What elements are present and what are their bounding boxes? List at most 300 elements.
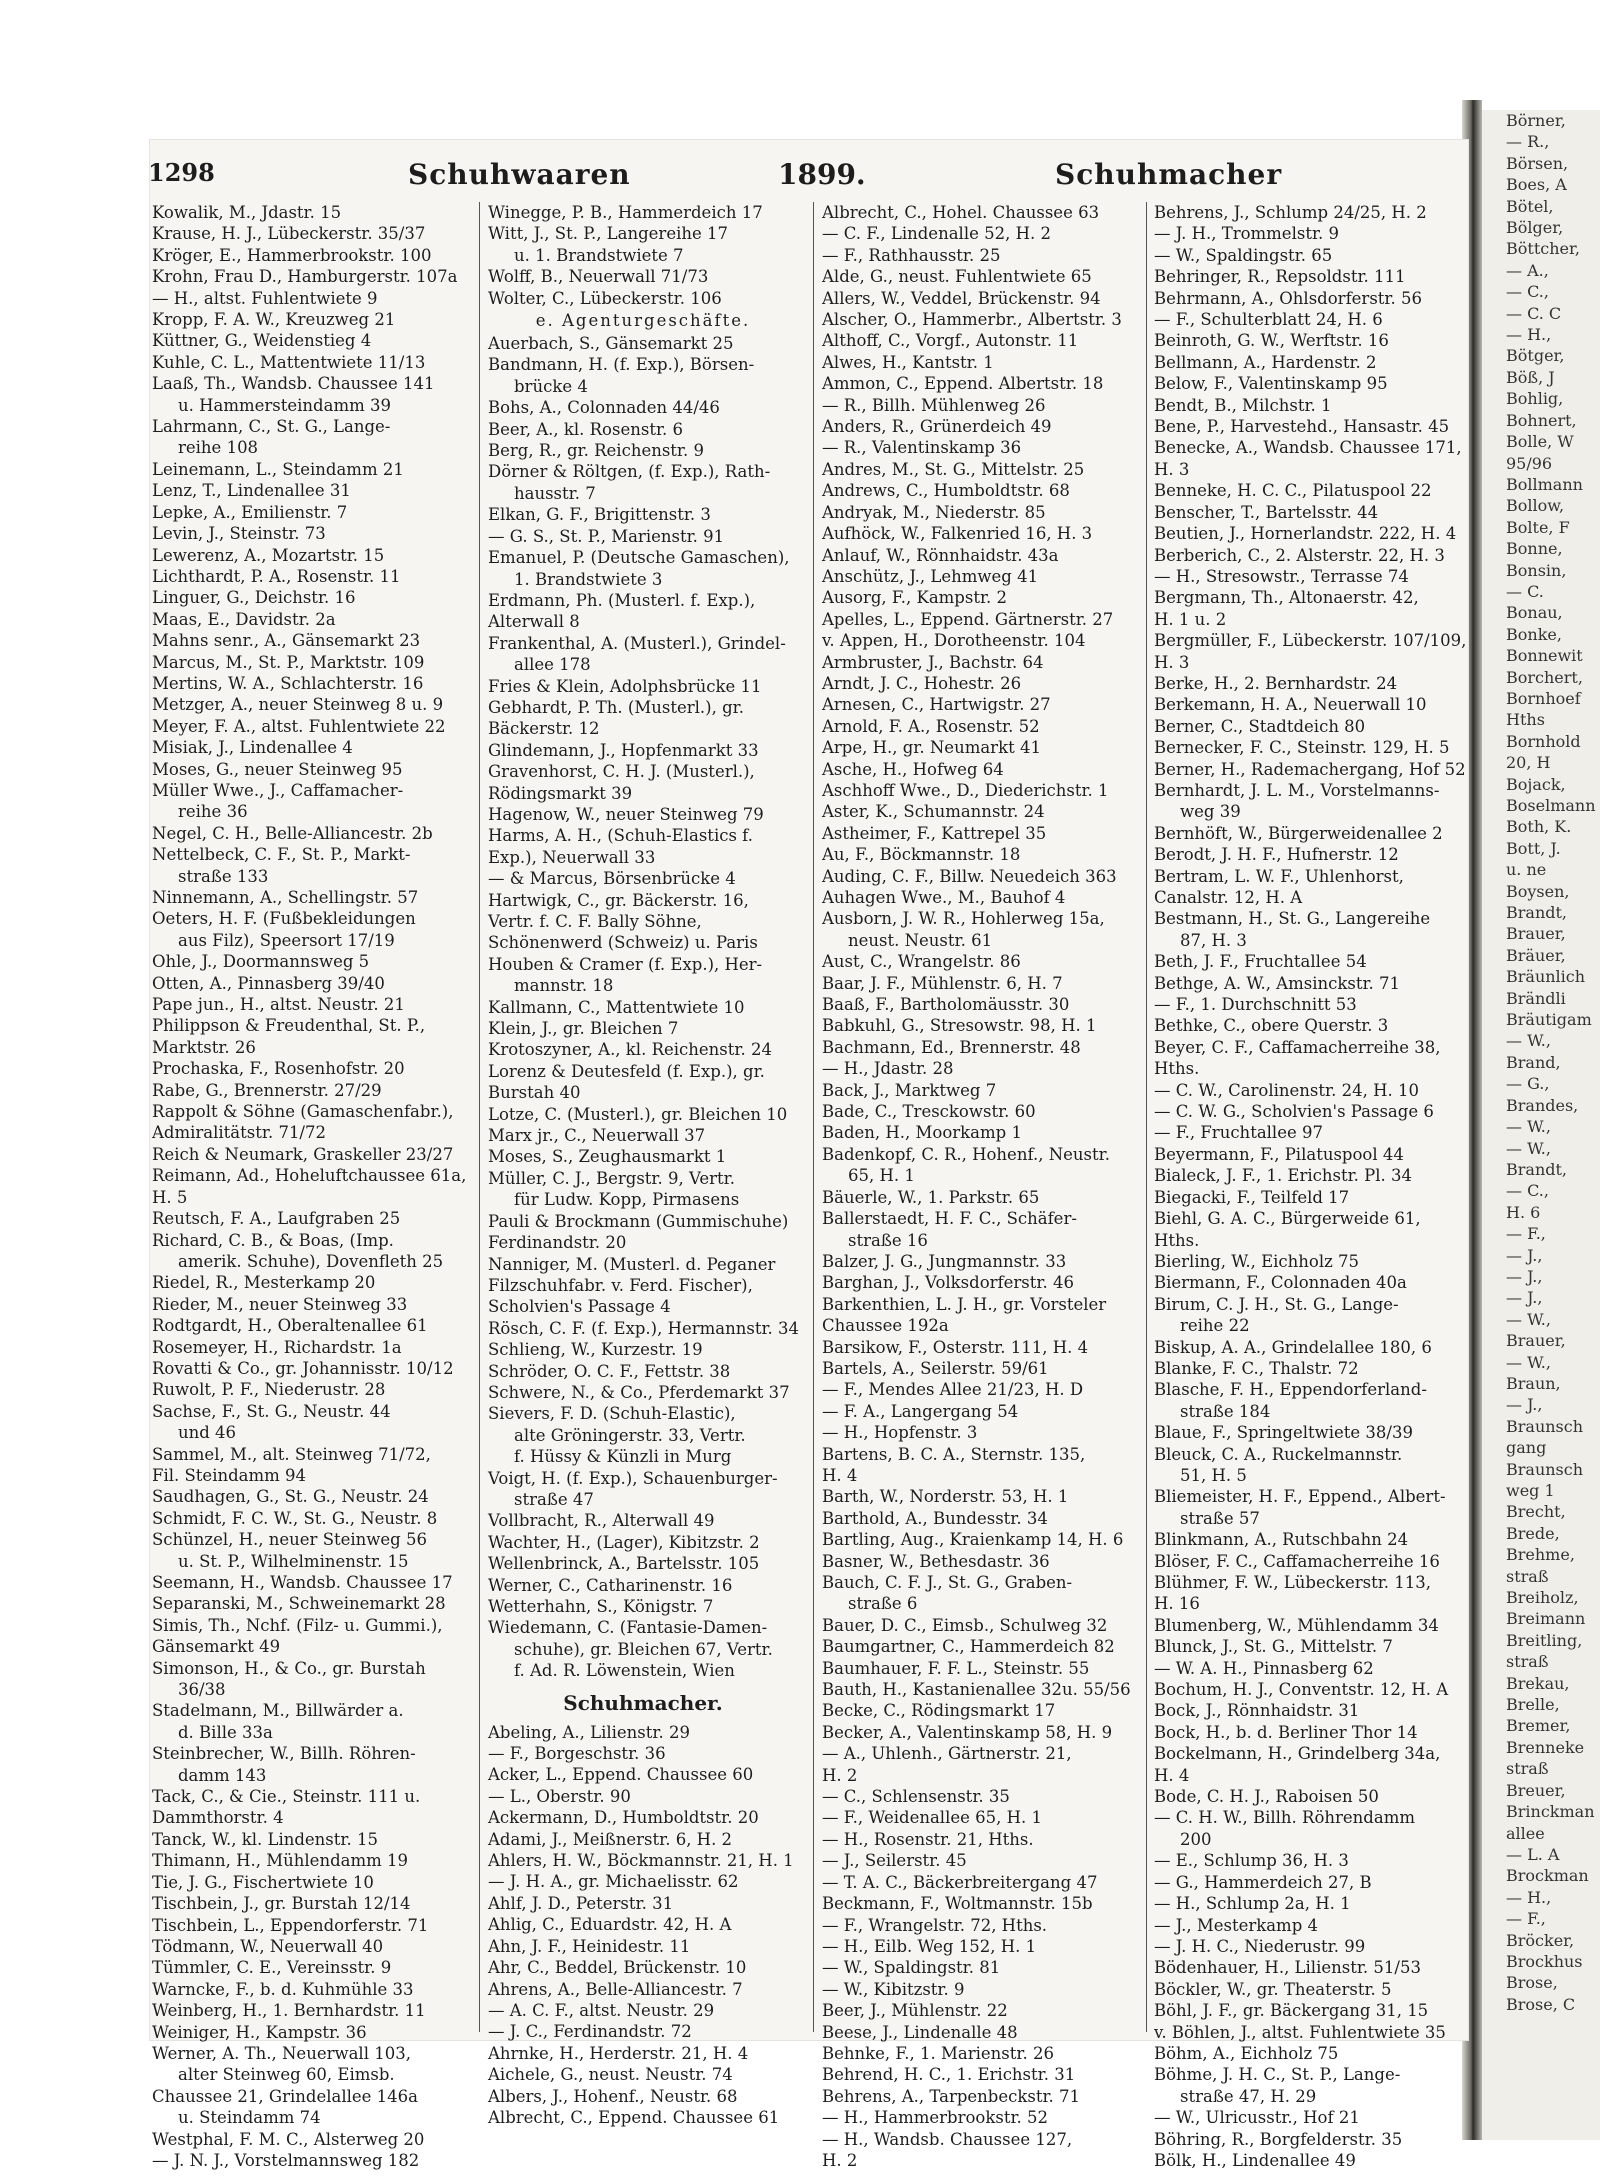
adjacent-page-line: gang [1506,1438,1547,1458]
directory-entry-continuation: weg 39 [1180,802,1241,822]
directory-entry: Chaussee 192a [822,1316,949,1336]
adjacent-page-line: Bölger, [1506,218,1564,238]
adjacent-page-line: Brecht, [1506,1502,1566,1522]
directory-entry: Gänsemarkt 49 [152,1637,281,1657]
directory-entry: Böhme, J. H. C., St. P., Lange- [1154,2065,1401,2085]
adjacent-page-line: — W., [1506,1117,1551,1137]
adjacent-page-line: — G., [1506,1074,1550,1094]
directory-entry: Berkemann, H. A., Neuerwall 10 [1154,695,1427,715]
directory-entry: — W., Kibitzstr. 9 [822,1979,965,1999]
directory-entry-continuation: hausstr. 7 [514,483,596,503]
adjacent-page-line: 20, H [1506,753,1551,773]
directory-entry: Oeters, H. F. (Fußbekleidungen [152,909,416,929]
directory-entry: Laaß, Th., Wandsb. Chaussee 141 [152,374,435,394]
directory-entry: Andrews, C., Humboldtstr. 68 [822,481,1070,501]
adjacent-page-line: Brehme, [1506,1545,1575,1565]
directory-entry: v. Appen, H., Dorotheenstr. 104 [822,631,1086,651]
directory-entry-continuation: straße 47, H. 29 [1180,2086,1317,2106]
directory-entry: Lotze, C. (Musterl.), gr. Bleichen 10 [488,1104,788,1124]
directory-entry: Böhring, R., Borgfelderstr. 35 [1154,2129,1403,2149]
adjacent-page-line: Bornhold [1506,731,1581,751]
directory-entry: Barthold, A., Bundesstr. 34 [822,1508,1048,1528]
directory-entry: — T. A. C., Bäckerbreitergang 47 [822,1872,1098,1892]
directory-entry: Rabe, G., Brennerstr. 27/29 [152,1080,382,1100]
directory-entry: Scholvien's Passage 4 [488,1297,671,1317]
directory-entry: Althoff, C., Vorgf., Autonstr. 11 [822,331,1079,351]
directory-entry: Bergmann, Th., Altonaerstr. 42, [1154,588,1419,608]
directory-entry: Asche, H., Hofweg 64 [822,759,1004,779]
directory-entry-continuation: 51, H. 5 [1180,1465,1247,1485]
directory-entry: Mahns senr., A., Gänsemarkt 23 [152,631,421,651]
directory-entry: Berke, H., 2. Bernhardstr. 24 [1154,673,1398,693]
directory-entry: — H., Rosenstr. 21, Hths. [822,1829,1034,1849]
directory-entry-continuation: 65, H. 1 [848,1166,915,1186]
directory-entry: Beyer, C. F., Caffamacherreihe 38, [1154,1037,1441,1057]
adjacent-page-line: Boysen, [1506,881,1570,901]
directory-entry: Exp.), Neuerwall 33 [488,847,656,867]
adjacent-page-line: Brändli [1506,988,1566,1008]
running-year: 1899. [778,158,866,191]
directory-entry-continuation: reihe 36 [178,802,248,822]
directory-entry: — C. W. G., Scholvien's Passage 6 [1154,1102,1434,1122]
adjacent-page-line: Bolte, F [1506,517,1570,537]
directory-entry: Behringer, R., Repsoldstr. 111 [1154,267,1406,287]
directory-entry: Filzschuhfabr. v. Ferd. Fischer), [488,1275,753,1295]
directory-entry: Bernhöft, W., Bürgerweidenallee 2 [1154,823,1443,843]
directory-entry: Biegacki, F., Teilfeld 17 [1154,1187,1350,1207]
directory-entry: Arnesen, C., Hartwigstr. 27 [822,695,1051,715]
directory-entry: Below, F., Valentinskamp 95 [1154,374,1388,394]
directory-entry: Auding, C. F., Billw. Neuedeich 363 [822,866,1117,886]
directory-entry: Marktstr. 26 [152,1037,256,1057]
directory-entry: Böckler, W., gr. Theaterstr. 5 [1154,1979,1392,1999]
directory-entry: Bialeck, J. F., 1. Erichstr. Pl. 34 [1154,1166,1413,1186]
directory-entry: Weinberg, H., 1. Bernhardstr. 11 [152,2001,426,2021]
directory-entry: Auhagen Wwe., M., Bauhof 4 [822,888,1066,907]
directory-entry-continuation: u. St. P., Wilhelminenstr. 15 [178,1551,409,1571]
directory-entry-continuation: u. Hammersteindamm 39 [178,395,391,415]
directory-entry: Saudhagen, G., St. G., Neustr. 24 [152,1487,429,1507]
directory-entry: — F., Wrangelstr. 72, Hths. [822,1915,1048,1935]
adjacent-page-line: — A., [1506,260,1549,280]
directory-entry: H. 2 [822,2150,858,2170]
directory-entry-continuation: und 46 [178,1423,237,1443]
adjacent-page-line: — W., [1506,1352,1551,1372]
directory-entry: Richard, C. B., & Boas, (Imp. [152,1230,394,1250]
directory-entry: Schlieng, W., Kurzestr. 19 [488,1340,703,1360]
directory-entry: Anlauf, W., Rönnhaidstr. 43a [822,545,1059,565]
directory-entry: Ahrnke, H., Herderstr. 21, H. 4 [488,2043,749,2063]
adjacent-page-line: Bötger, [1506,346,1565,366]
directory-entry: — R., Valentinskamp 36 [822,438,1022,458]
directory-entry: Wolff, B., Neuerwall 71/73 [488,267,709,287]
adjacent-page-line: — C. C [1506,303,1562,323]
directory-entry: Kropp, F. A. W., Kreuzweg 21 [152,310,396,330]
directory-entry-continuation: alter Steinweg 60, Eimsb. [178,2065,395,2085]
adjacent-page-line: Bott, J. [1506,838,1561,858]
directory-entry: Biskup, A. A., Grindelallee 180, 6 [1154,1337,1432,1357]
directory-entry: — J., Mesterkamp 4 [1154,1915,1319,1935]
directory-entry: Glindemann, J., Hopfenmarkt 33 [488,740,759,760]
adjacent-page-line: Borchert, [1506,667,1583,687]
directory-entry: Ahlers, H. W., Böckmannstr. 21, H. 1 [488,1851,794,1871]
directory-entry: Lewerenz, A., Mozartstr. 15 [152,545,385,565]
directory-entry: Baumhauer, F. F. L., Steinstr. 55 [822,1658,1090,1678]
adjacent-page-line: — W., [1506,1309,1551,1329]
directory-entry: Gebhardt, P. Th. (Musterl.), gr. [488,697,744,717]
adjacent-page-line: Bonsin, [1506,560,1567,580]
directory-entry: Basner, W., Bethesdastr. 36 [822,1551,1050,1571]
directory-entry: Fil. Steindamm 94 [152,1465,307,1485]
directory-entry: Birum, C. J. H., St. G., Lange- [1154,1294,1399,1314]
directory-entry: Bernecker, F. C., Steinstr. 129, H. 5 [1154,738,1450,758]
directory-entry: Elkan, G. F., Brigittenstr. 3 [488,505,711,525]
directory-entry: Benscher, T., Bartelsstr. 44 [1154,502,1379,522]
directory-entry: Becke, C., Rödingsmarkt 17 [822,1701,1056,1721]
adjacent-page-line: Brose, C [1506,1994,1576,2014]
directory-entry: — F. A., Langergang 54 [822,1401,1019,1421]
directory-column-4 [1154,202,1467,2170]
page-number: 1298 [148,158,215,187]
directory-entry: Vertr. f. C. F. Bally Söhne, [488,912,702,931]
directory-entry: Alwes, H., Kantstr. 1 [822,352,994,372]
directory-entry: Aster, K., Schumannstr. 24 [822,802,1045,822]
directory-entry: H. 1 u. 2 [1154,609,1227,629]
directory-entry: Negel, C. H., Belle-Alliancestr. 2b [152,823,433,843]
directory-entry: Nanniger, M. (Musterl. d. Peganer [488,1254,776,1274]
directory-entry-continuation: straße 133 [178,866,269,886]
directory-entry: Bäuerle, W., 1. Parkstr. 65 [822,1187,1040,1207]
directory-entry: Winegge, P. B., Hammerdeich 17 [488,203,763,222]
adjacent-page-line: Böß, J [1506,367,1555,387]
directory-entry: Blunck, J., St. G., Mittelstr. 7 [1154,1637,1393,1657]
directory-entry: Marx jr., C., Neuerwall 37 [488,1126,706,1146]
directory-entry: Nettelbeck, C. F., St. P., Markt- [152,845,411,865]
adjacent-page-line: 95/96 [1506,453,1553,473]
adjacent-page-line: — J., [1506,1395,1543,1415]
directory-entry: Tischbein, J., gr. Burstah 12/14 [152,1894,411,1914]
directory-entry: Rösch, C. F. (f. Exp.), Hermannstr. 34 [488,1318,800,1338]
adjacent-page-line: Brede, [1506,1523,1560,1543]
directory-entry: Hagenow, W., neuer Steinweg 79 [488,804,764,824]
directory-entry: Bartels, A., Seilerstr. 59/61 [822,1358,1049,1378]
directory-entry: Bäckerstr. 12 [488,719,600,739]
running-title-left: Schuhwaaren [408,158,631,191]
directory-entry: Separanski, M., Schweinemarkt 28 [152,1594,446,1614]
directory-entry: Krotoszyner, A., kl. Reichenstr. 24 [488,1040,772,1060]
adjacent-page-line: Brandt, [1506,903,1568,923]
directory-column-2 [488,202,800,2127]
directory-entry: Admiralitätstr. 71/72 [152,1123,326,1143]
directory-entry: Canalstr. 12, H. A [1154,888,1303,907]
directory-entry: Ausorg, F., Kampstr. 2 [822,588,1008,608]
directory-entry: Küttner, G., Weidenstieg 4 [152,331,372,351]
directory-entry: Arndt, J. C., Hohestr. 26 [822,673,1022,693]
directory-entry: Witt, J., St. P., Langereihe 17 [488,224,728,244]
directory-entry: Babkuhl, G., Stresowstr. 98, H. 1 [822,1016,1097,1036]
directory-entry: — L., Oberstr. 90 [488,1786,631,1806]
directory-entry: Schwere, N., & Co., Pferdemarkt 37 [488,1382,790,1402]
directory-entry: Aust, C., Wrangelstr. 86 [822,952,1021,972]
directory-entry: Dammthorstr. 4 [152,1808,284,1828]
adjacent-page-line: Bonnewit [1506,646,1583,666]
directory-entry: Armbruster, J., Bachstr. 64 [822,652,1044,672]
directory-entry: Böhl, J. F., gr. Bäckergang 31, 15 [1154,2001,1429,2021]
directory-entry: Bade, C., Tresckowstr. 60 [822,1102,1036,1122]
directory-entry: Meyer, F. A., altst. Fuhlentwiete 22 [152,716,446,736]
directory-entry: Bernhardt, J. L. M., Vorstelmanns- [1154,780,1440,800]
adjacent-page-line: u. ne [1506,860,1547,880]
directory-entry: Berg, R., gr. Reichenstr. 9 [488,441,704,461]
directory-entry: — J. N. J., Vorstelmannsweg 182 [152,2150,420,2170]
directory-entry-continuation: u. 1. Brandstwiete 7 [514,245,684,265]
directory-entry: Baden, H., Moorkamp 1 [822,1123,1022,1143]
adjacent-page-line: H. 6 [1506,1202,1541,1222]
directory-entry: Ruwolt, P. F., Niederustr. 28 [152,1380,386,1400]
directory-entry: Rovatti & Co., gr. Johannisstr. 10/12 [152,1358,454,1378]
adjacent-page-line: straß [1506,1566,1549,1586]
directory-entry: Aichele, G., neust. Neustr. 74 [488,2065,733,2085]
directory-entry: Beer, J., Mühlenstr. 22 [822,2001,1008,2021]
directory-entry: Barth, W., Norderstr. 53, H. 1 [822,1487,1069,1507]
directory-entry: Marcus, M., St. P., Marktstr. 109 [152,652,425,672]
directory-entry: Fries & Klein, Adolphsbrücke 11 [488,676,762,696]
directory-entry: Hartwigk, C., gr. Bäckerstr. 16, [488,890,749,910]
adjacent-page-line: — W., [1506,1031,1551,1051]
adjacent-page-line: Bonke, [1506,624,1562,644]
directory-entry: Ackermann, D., Humboldtstr. 20 [488,1808,759,1828]
directory-entry: Behrend, H. C., 1. Erichstr. 31 [822,2065,1076,2085]
directory-entry: Misiak, J., Lindenallee 4 [152,738,353,758]
adjacent-page-line: Bornhoef [1506,688,1581,708]
adjacent-page-line: — L. A [1506,1844,1560,1864]
directory-entry: — G., Hammerdeich 27, B [1154,1872,1372,1892]
directory-entry: — F., 1. Durchschnitt 53 [1154,995,1357,1015]
adjacent-page-line: Brockman [1506,1866,1589,1886]
directory-entry: Werner, C., Catharinenstr. 16 [488,1575,733,1595]
directory-entry: Anders, R., Grünerdeich 49 [822,417,1052,437]
directory-entry: Reutsch, F. A., Laufgraben 25 [152,1209,401,1229]
directory-entry: Bauch, C. F. J., St. G., Graben- [822,1573,1073,1592]
adjacent-page-line: Breitling, [1506,1630,1583,1650]
directory-entry: Andres, M., St. G., Mittelstr. 25 [822,459,1085,479]
directory-entry: Behrens, J., Schlump 24/25, H. 2 [1154,203,1427,222]
adjacent-page-line: Bonne, [1506,539,1563,559]
adjacent-page-line: Bräuer, [1506,945,1566,965]
directory-entry: Bölk, H., Lindenallee 49 [1154,2150,1356,2170]
directory-entry-continuation: f. Hüssy & Künzli in Murg [514,1447,732,1467]
adjacent-page-line: Bonau, [1506,603,1563,623]
directory-entry-continuation: allee 178 [514,655,591,675]
directory-entry: Behnke, F., 1. Marienstr. 26 [822,2043,1054,2063]
directory-entry: Voigt, H. (f. Exp.), Schauenburger- [488,1468,778,1488]
adjacent-page-line: Boes, A [1506,175,1567,195]
directory-entry: Böhm, A., Eichholz 75 [1154,2043,1339,2063]
directory-entry: Beckmann, F., Woltmannstr. 15b [822,1894,1093,1914]
adjacent-page-line: straß [1506,1652,1549,1672]
directory-entry: Bock, H., b. d. Berliner Thor 14 [1154,1722,1418,1742]
directory-entry: Acker, L., Eppend. Chaussee 60 [488,1765,754,1785]
directory-entry: Behrens, A., Tarpenbeckstr. 71 [822,2086,1081,2106]
directory-entry: Bergmüller, F., Lübeckerstr. 107/109, [1154,631,1467,651]
directory-entry: Wetterhahn, S., Königstr. 7 [488,1597,714,1616]
directory-entry-continuation: brücke 4 [514,376,588,396]
directory-entry: Rosemeyer, H., Richardstr. 1a [152,1337,402,1357]
directory-entry: Kröger, E., Hammerbrookstr. 100 [152,245,432,265]
directory-entry: Bellmann, A., Hardenstr. 2 [1154,352,1377,372]
column-rule [813,202,814,2032]
directory-entry: Emanuel, P. (Deutsche Gamaschen), [488,548,790,568]
directory-entry: Bartling, Aug., Kraienkamp 14, H. 6 [822,1530,1124,1550]
directory-entry: — H., Hammerbrookstr. 52 [822,2108,1049,2128]
directory-entry: Blühmer, F. W., Lübeckerstr. 113, [1154,1573,1432,1592]
directory-entry: Lichthardt, P. A., Rosenstr. 11 [152,566,401,586]
directory-entry: Bachmann, Ed., Brennerstr. 48 [822,1037,1081,1057]
directory-entry: Bock, J., Rönnhaidstr. 31 [1154,1701,1360,1721]
directory-entry: — H., Eilb. Weg 152, H. 1 [822,1936,1037,1956]
directory-entry: Steinbrecher, W., Billh. Röhren- [152,1744,416,1764]
directory-entry: Müller Wwe., J., Caffamacher- [152,780,404,800]
directory-entry: Apelles, L., Eppend. Gärtnerstr. 27 [822,609,1114,629]
directory-entry-continuation: straße 16 [848,1230,928,1250]
directory-entry: Rappolt & Söhne (Gamaschenfabr.), [152,1102,454,1122]
adjacent-page-line: Brockhus [1506,1951,1583,1971]
directory-entry: Alde, G., neust. Fuhlentwiete 65 [822,267,1092,287]
directory-entry: Beth, J. F., Fruchtallee 54 [1154,952,1367,972]
directory-entry: Andryak, M., Niederstr. 85 [822,502,1046,522]
adjacent-page-line: Bräutigam [1506,1010,1592,1030]
directory-entry: Blinkmann, A., Rutschbahn 24 [1154,1530,1409,1550]
directory-entry-continuation: straße 57 [1180,1508,1260,1528]
adjacent-page-line: Böttcher, [1506,239,1580,259]
directory-entry: Burstah 40 [488,1083,581,1103]
adjacent-page-line: Brauer, [1506,924,1566,944]
adjacent-page-line: straß [1506,1759,1549,1779]
directory-entry: Klein, J., gr. Bleichen 7 [488,1019,679,1039]
directory-entry: Berner, C., Stadtdeich 80 [1154,716,1366,736]
directory-entry: Bertram, L. W. F., Uhlenhorst, [1154,866,1404,886]
directory-entry: Bliemeister, H. F., Eppend., Albert- [1154,1487,1446,1507]
directory-entry: Biehl, G. A. C., Bürgerweide 61, [1154,1209,1421,1229]
adjacent-page-line: Bohlig, [1506,389,1564,409]
directory-entry: Bauth, H., Kastanienallee 32u. 55/56 [822,1680,1131,1700]
adjacent-page-line: Brand, [1506,1052,1561,1072]
directory-entry: Bochum, H. J., Conventstr. 12, H. A [1154,1680,1449,1700]
directory-entry: Blöser, F. C., Caffamacherreihe 16 [1154,1551,1440,1571]
directory-column-1 [152,202,467,2170]
directory-entry: Lenz, T., Lindenallee 31 [152,481,351,501]
directory-entry: Bauer, D. C., Eimsb., Schulweg 32 [822,1615,1108,1635]
directory-entry: Westphal, F. M. C., Alsterweg 20 [152,2129,425,2149]
adjacent-page-line: Braunsch [1506,1416,1584,1436]
running-title-right: Schuhmacher [1055,158,1283,191]
directory-entry: Warncke, F., b. d. Kuhmühle 33 [152,1979,414,1999]
directory-entry: Werner, A. Th., Neuerwall 103, [152,2043,411,2063]
directory-entry: Schmidt, F. C. W., St. G., Neustr. 8 [152,1508,438,1528]
adjacent-page-line: Bollmann [1506,474,1583,494]
directory-entry: Sachse, F., St. G., Neustr. 44 [152,1401,391,1421]
adjacent-page-line: Bollow, [1506,496,1565,516]
directory-entry: Bestmann, H., St. G., Langereihe [1154,909,1431,929]
directory-entry: — R., Billh. Mühlenweg 26 [822,395,1046,415]
directory-entry: Alterwall 8 [488,612,580,632]
directory-entry: Sammel, M., alt. Steinweg 71/72, [152,1444,431,1464]
directory-entry: Blanke, F. C., Thalstr. 72 [1154,1358,1359,1378]
directory-entry: Tack, C., & Cie., Steinstr. 111 u. [152,1787,421,1807]
directory-entry-continuation: reihe 108 [178,438,259,458]
directory-entry: Ahr, C., Beddel, Brückenstr. 10 [488,1958,747,1978]
directory-entry: Aufhöck, W., Falkenried 16, H. 3 [822,524,1093,544]
adjacent-page-line: — C. [1506,581,1544,601]
directory-entry: — H., Stresowstr., Terrasse 74 [1154,566,1409,586]
directory-entry: — A. C. F., altst. Neustr. 29 [488,2000,715,2020]
adjacent-page-fragment [1482,110,1600,2140]
directory-entry: Sievers, F. D. (Schuh-Elastic), [488,1404,736,1424]
directory-entry: — W., Spaldingstr. 65 [1154,245,1333,265]
directory-entry: Tie, J. G., Fischertwiete 10 [152,1872,374,1892]
directory-entry-continuation: 36/38 [178,1680,226,1700]
directory-entry: Baumgartner, C., Hammerdeich 82 [822,1637,1115,1657]
directory-entry: Alscher, O., Hammerbr., Albertstr. 3 [822,310,1122,330]
directory-entry: Arnold, F. A., Rosenstr. 52 [822,716,1040,736]
adjacent-page-line: Börner, [1506,111,1566,130]
adjacent-page-line: Boselmann [1506,796,1596,815]
directory-entry: — H., Schlump 2a, H. 1 [1154,1894,1351,1914]
directory-entry: Beutien, J., Hornerlandstr. 222, H. 4 [1154,524,1457,544]
directory-entry: Moses, S., Zeughausmarkt 1 [488,1147,727,1167]
adjacent-page-line: Braun, [1506,1373,1561,1393]
directory-entry: Prochaska, F., Rosenhofstr. 20 [152,1059,405,1079]
directory-entry: Biermann, F., Colonnaden 40a [1154,1273,1407,1293]
directory-entry: Houben & Cramer (f. Exp.), Her- [488,954,763,974]
directory-entry: Weiniger, H., Kampstr. 36 [152,2022,367,2042]
adjacent-page-line: Hths [1506,710,1545,730]
directory-entry: Harms, A. H., (Schuh-Elastics f. [488,826,753,846]
directory-entry: — F., Rathhausstr. 25 [822,245,1001,265]
directory-page [148,140,1468,2170]
directory-entry: Bode, C. H. J., Raboisen 50 [1154,1787,1379,1807]
directory-entry-continuation: damm 143 [178,1765,267,1785]
directory-entry-continuation: 87, H. 3 [1180,930,1247,950]
directory-entry: Tanck, W., kl. Lindenstr. 15 [152,1829,378,1849]
directory-entry-continuation: 200 [1180,1829,1212,1849]
directory-entry: — C. W., Carolinenstr. 24, H. 10 [1154,1080,1419,1100]
directory-entry: Baar, J. F., Mühlenstr. 6, H. 7 [822,973,1063,993]
directory-entry: Ahn, J. F., Heinidestr. 11 [488,1936,691,1956]
directory-entry: Blumenberg, W., Mühlendamm 34 [1154,1615,1439,1635]
directory-entry: Berner, H., Rademachergang, Hof 52 [1154,759,1466,779]
directory-entry: Albrecht, C., Hohel. Chaussee 63 [822,203,1100,222]
directory-entry: Schünzel, H., neuer Steinweg 56 [152,1530,427,1550]
directory-entry: Beinroth, G. W., Werftstr. 16 [1154,331,1389,351]
directory-entry: Beese, J., Lindenalle 48 [822,2022,1018,2042]
directory-entry: Seemann, H., Wandsb. Chaussee 17 [152,1573,453,1592]
directory-entry: Abeling, A., Lilienstr. 29 [488,1722,690,1742]
directory-entry: — & Marcus, Börsenbrücke 4 [488,869,736,889]
directory-entry: — H., Jdastr. 28 [822,1059,954,1079]
directory-entry: Berodt, J. H. F., Hufnerstr. 12 [1154,845,1399,865]
directory-entry: Benecke, A., Wandsb. Chaussee 171, [1154,438,1462,458]
adjacent-page-line: Both, K. [1506,817,1572,837]
directory-entry: Ferdinandstr. 20 [488,1233,627,1253]
directory-entry: Adami, J., Meißnerstr. 6, H. 2 [488,1829,733,1849]
directory-entry: Hths. [1154,1230,1200,1250]
directory-entry: Anschütz, J., Lehmweg 41 [822,566,1039,586]
directory-entry: Rodtgardt, H., Oberaltenallee 61 [152,1316,428,1336]
directory-column-3 [822,202,1132,2170]
adjacent-page-line: Brenneke [1506,1737,1585,1757]
directory-entry-continuation: d. Bille 33a [178,1722,273,1742]
